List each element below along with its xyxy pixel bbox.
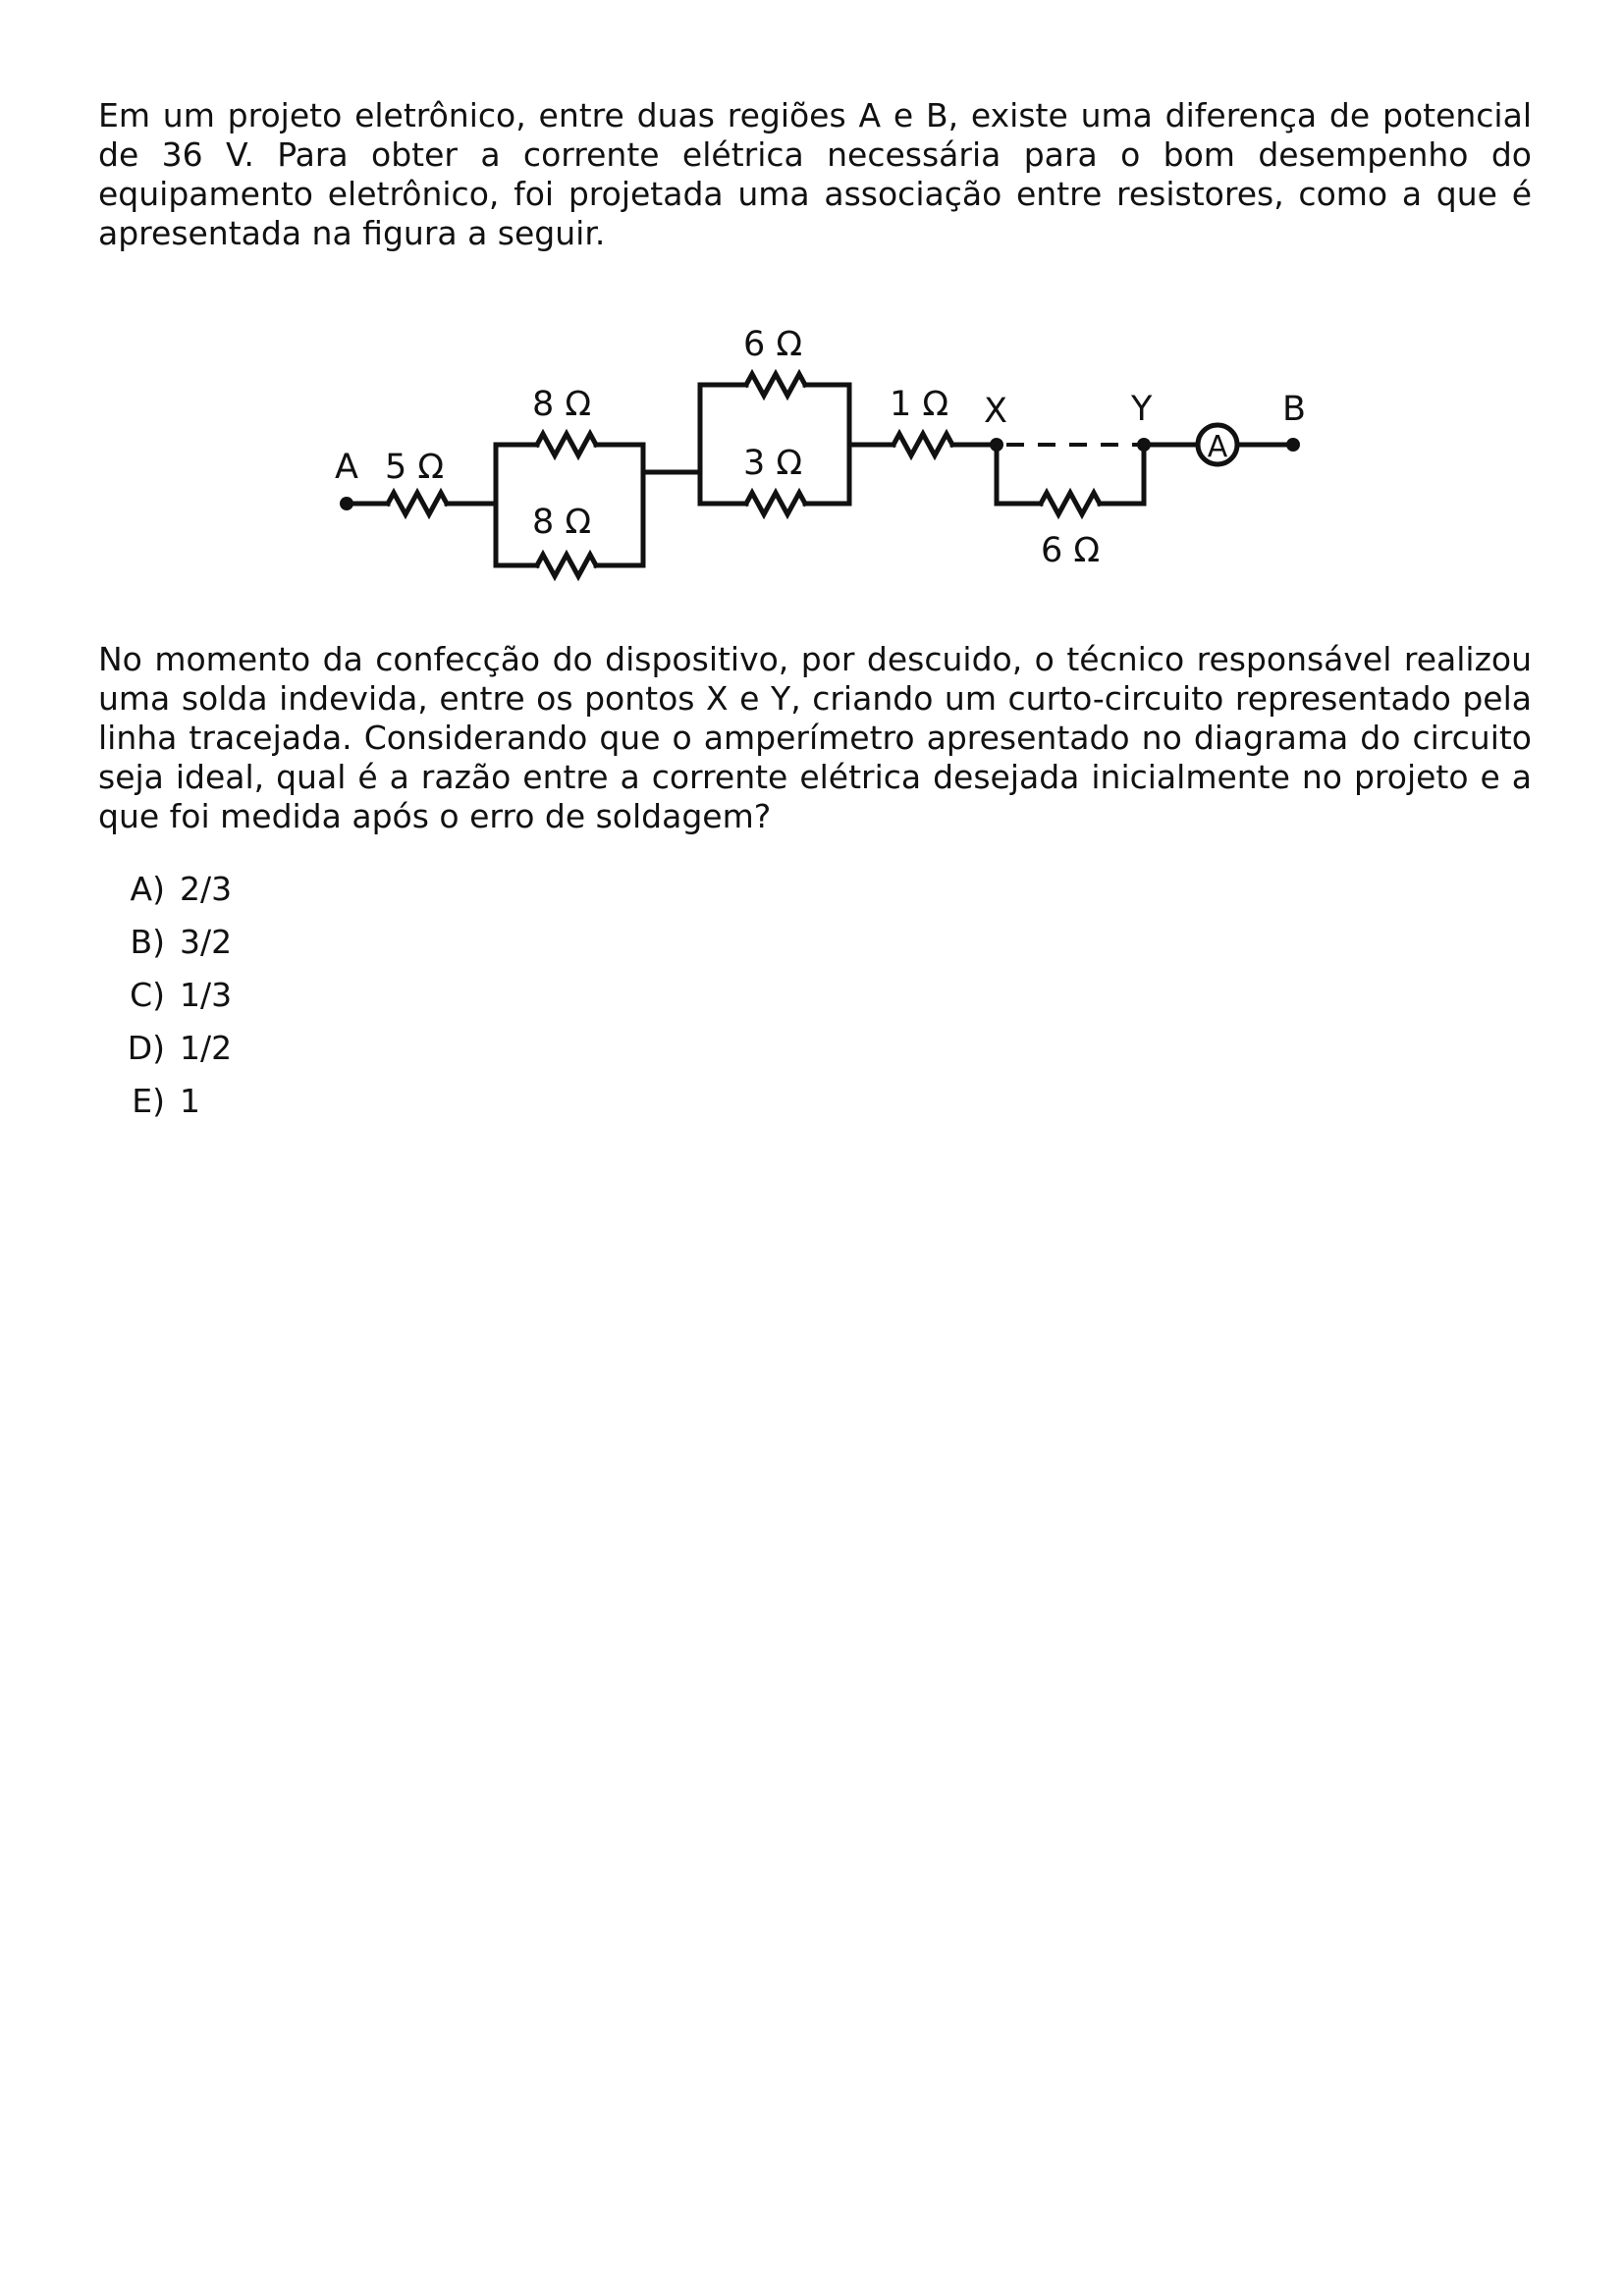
label-ammeter: A [1207,430,1228,464]
option-letter: C) [130,976,165,1014]
resistor-6ohm-top [746,374,805,396]
label-point-y: Y [1131,390,1153,429]
label-8ohm-bottom: 8 Ω [532,503,592,542]
node-x-dot [990,438,1003,452]
label-point-a: A [335,448,358,487]
label-8ohm-top: 8 Ω [532,385,592,424]
option-d[interactable] [98,1029,232,1082]
node-y-dot [1137,438,1151,452]
wire-bottom-branch-y [1100,445,1144,504]
option-letter: B) [130,923,165,961]
node-a-dot [340,497,353,510]
option-a[interactable] [98,870,232,923]
option-c[interactable] [98,976,232,1029]
label-6ohm-top: 6 Ω [743,325,803,364]
answer-options [98,870,232,1135]
option-letter: E) [132,1082,165,1120]
intro-paragraph: Em um projeto eletrônico, entre duas regiões A e B, existe uma diferença de potencial de 36 V. Para obter a corrente elétrica necessária para o bom desempenho do equipamento eletrônico, foi projetada uma associação entre resistores, como a que é apresentada na figura a seguir. [98,96,1532,252]
wire-x-bottom-branch [997,445,1041,504]
circuit-diagram [314,304,1316,589]
node-b-dot [1286,438,1300,452]
label-point-x: X [984,392,1007,431]
resistor-6ohm-bottom [1041,493,1100,514]
resistor-8ohm-bottom [537,555,596,576]
option-text: 1/2 [180,1029,233,1067]
label-point-b: B [1282,390,1307,429]
resistor-8ohm-top [537,434,596,455]
option-text: 1 [180,1082,200,1120]
option-text: 3/2 [180,923,233,961]
option-letter: A) [130,870,165,908]
label-3ohm: 3 Ω [743,444,803,483]
option-text: 1/3 [180,976,233,1014]
question-paragraph: No momento da confecção do dispositivo, por descuido, o técnico responsável realizou uma solda indevida, entre os pontos X e Y, criando um curto-circuito representado pela linha tracejada. Considerando que o amperímetro apresentado no diagrama do circuito seja ideal, qual é a razão entre a corrente elétrica desejada inicialmente no projeto e a que foi medida após o erro de soldagem? [98,640,1532,835]
option-b[interactable] [98,923,232,976]
label-6ohm-bottom: 6 Ω [1041,531,1101,570]
option-text: 2/3 [180,870,233,908]
option-letter: D) [127,1029,165,1067]
resistor-5ohm [388,493,447,514]
label-5ohm: 5 Ω [385,448,445,487]
option-e[interactable] [98,1082,232,1135]
resistor-1ohm [893,434,952,455]
label-1ohm: 1 Ω [890,385,949,424]
resistor-3ohm [746,493,805,514]
